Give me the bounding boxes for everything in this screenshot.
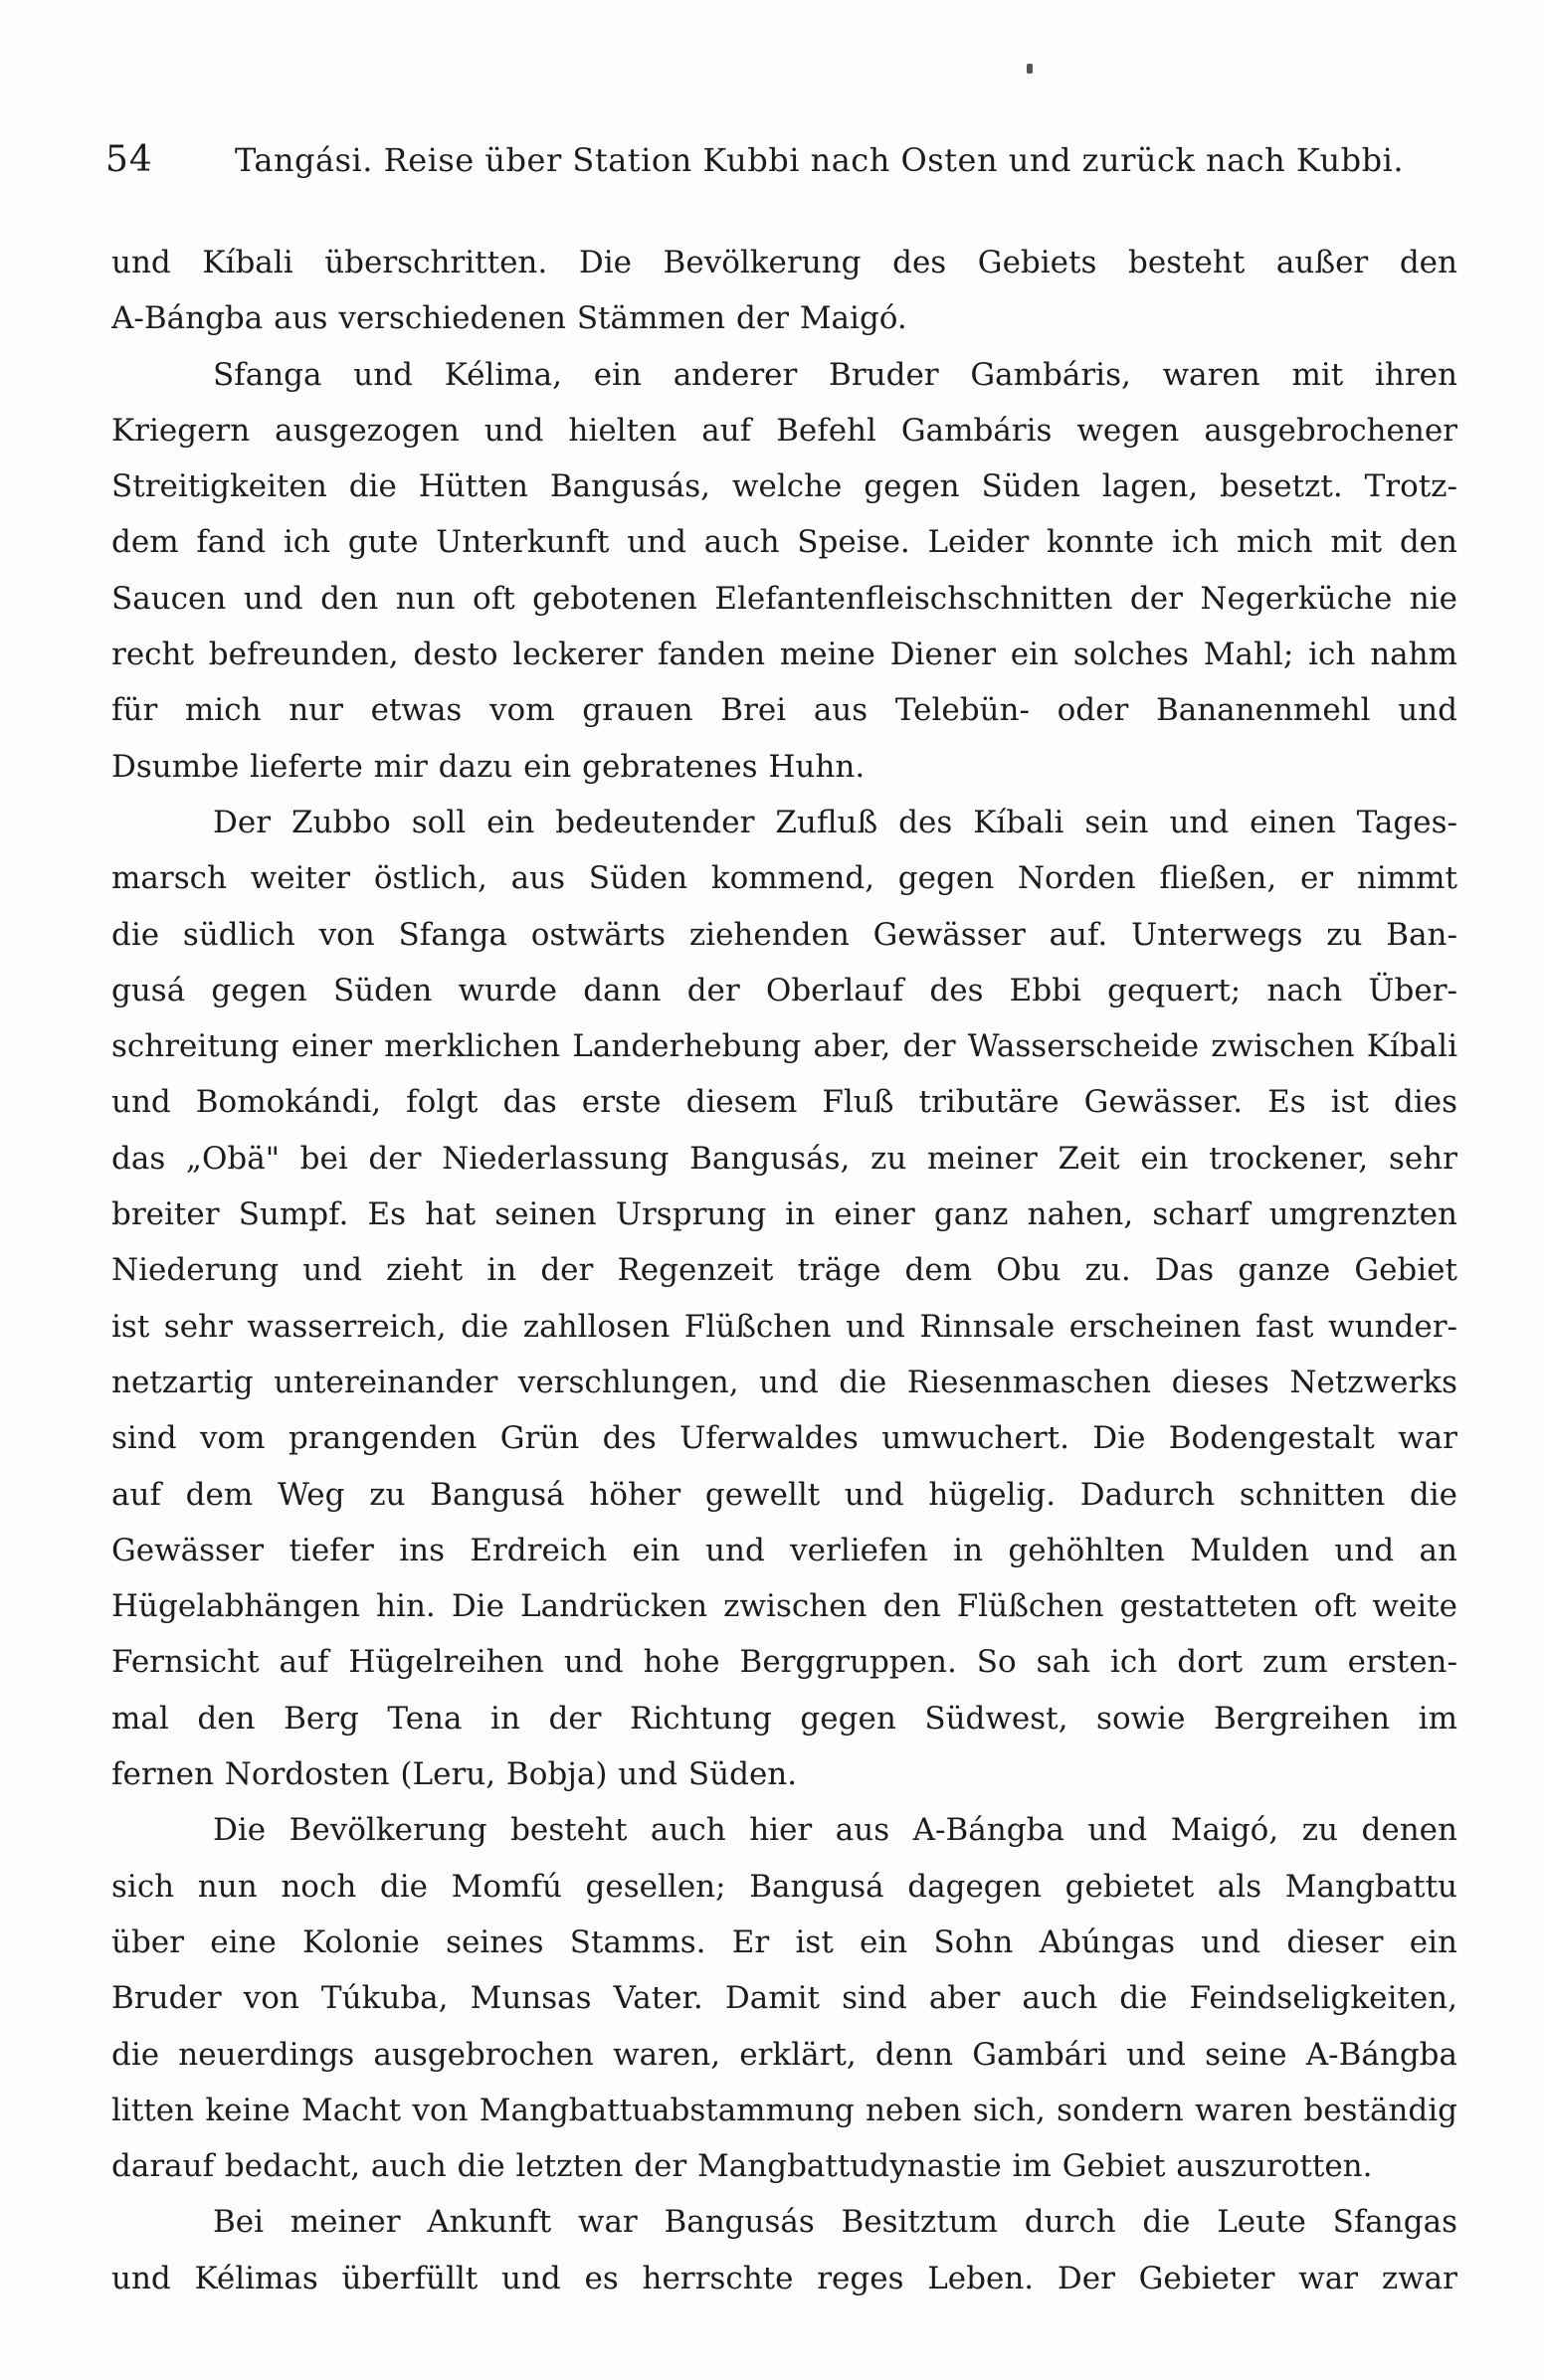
- text-line: Saucen und den nun oft gebotenen Elefantenfleischschnitten der Negerküche nie: [111, 580, 1457, 617]
- text-line: schreitung einer merklichen Landerhebung aber, der Wasserscheide zwischen Kíbali: [111, 1028, 1457, 1065]
- text-line: Bei meiner Ankunft war Bangusás Besitztum durch die Leute Sfangas: [213, 2204, 1457, 2241]
- text-line: mal den Berg Tena in der Richtung gegen Südwest, sowie Bergreihen im: [111, 1700, 1457, 1737]
- text-line: dem fand ich gute Unterkunft und auch Speise. Leider konnte ich mich mit den: [111, 524, 1457, 561]
- page-header: [105, 139, 1439, 199]
- text-line: marsch weiter östlich, aus Süden kommend, gegen Norden fließen, er nimmt: [111, 860, 1457, 897]
- text-line: Die Bevölkerung besteht auch hier aus A-Bángba und Maigó, zu denen: [213, 1812, 1457, 1849]
- text-line: Hügelabhängen hin. Die Landrücken zwischen den Flüßchen gestatteten oft weite: [111, 1588, 1457, 1625]
- paragraph: [111, 795, 1457, 1802]
- text-line: über eine Kolonie seines Stamms. Er ist ein Sohn Abúngas und dieser ein: [111, 1923, 1457, 1960]
- paragraph: [111, 1802, 1457, 2194]
- text-line: fernen Nordosten (Leru, Bobja) und Süden.: [111, 1756, 798, 1793]
- text-line: Kriegern ausgezogen und hielten auf Befehl Gambáris wegen ausgebrochener: [111, 412, 1457, 449]
- text-line: Streitigkeiten die Hütten Bangusás, welche gegen Süden lagen, besetzt. Trotz-: [111, 468, 1457, 505]
- text-line: und Bomokándi, folgt das erste diesem Fluß tributäre Gewässer. Es ist dies: [111, 1084, 1457, 1121]
- text-line: für mich nur etwas vom grauen Brei aus Telebün- oder Bananenmehl und: [111, 692, 1457, 729]
- paragraph: [111, 347, 1457, 795]
- text-line: Dsumbe lieferte mir dazu ein gebratenes Huhn.: [111, 748, 866, 785]
- text-line: auf dem Weg zu Bangusá höher gewellt und hügelig. Dadurch schnitten die: [111, 1476, 1457, 1513]
- text-line: darauf bedacht, auch die letzten der Mangbattudynastie im Gebiet auszurotten.: [111, 2148, 1373, 2185]
- running-title: Tangási. Reise über Station Kubbi nach Osten und zurück nach Kubbi.: [235, 141, 1405, 179]
- text-line: das „Obä" bei der Niederlassung Bangusás, zu meiner Zeit ein trockener, sehr: [111, 1140, 1457, 1177]
- text-line: Sfanga und Kélima, ein anderer Bruder Gambáris, waren mit ihren: [213, 356, 1457, 393]
- text-line: die neuerdings ausgebrochen waren, erklärt, denn Gambári und seine A-Bángba: [111, 2036, 1457, 2073]
- text-line: netzartig untereinander verschlungen, und die Riesenmaschen dieses Netzwerks: [111, 1364, 1457, 1400]
- text-line: sind vom prangenden Grün des Uferwaldes umwuchert. Die Bodengestalt war: [111, 1420, 1457, 1457]
- text-line: und Kíbali überschritten. Die Bevölkerung des Gebiets besteht außer den: [111, 245, 1457, 280]
- paragraph: [111, 235, 1457, 347]
- text-line: ist sehr wasserreich, die zahllosen Flüßchen und Rinnsale erscheinen fast wunder-: [111, 1308, 1457, 1345]
- text-line: Gewässer tiefer ins Erdreich ein und verliefen in gehöhlten Mulden und an: [111, 1532, 1457, 1568]
- text-line: Bruder von Túkuba, Munsas Vater. Damit sind aber auch die Feindseligkeiten,: [111, 1980, 1457, 2017]
- text-line: recht befreunden, desto leckerer fanden meine Diener ein solches Mahl; ich nahm: [111, 637, 1457, 673]
- text-line: und Kélimas überfüllt und es herrschte reges Leben. Der Gebieter war zwar: [111, 2260, 1457, 2296]
- text-line: gusá gegen Süden wurde dann der Oberlauf des Ebbi gequert; nach Über-: [111, 972, 1457, 1008]
- text-line: breiter Sumpf. Es hat seinen Ursprung in einer ganz nahen, scharf umgrenzten: [111, 1196, 1457, 1233]
- page-body: [111, 235, 1457, 2306]
- text-line: die südlich von Sfanga ostwärts ziehenden Gewässer auf. Unterwegs zu Ban-: [111, 916, 1457, 953]
- text-line: Niederung und zieht in der Regenzeit träge dem Obu zu. Das ganze Gebiet: [111, 1252, 1457, 1289]
- text-line: A-Bángba aus verschiedenen Stämmen der Maigó.: [111, 300, 907, 337]
- text-line: sich nun noch die Momfú gesellen; Bangusá dagegen gebietet als Mangbattu: [111, 1868, 1457, 1905]
- text-line: litten keine Macht von Mangbattuabstammung neben sich, sondern waren beständig: [111, 2092, 1457, 2128]
- text-line: Fernsicht auf Hügelreihen und hohe Berggruppen. So sah ich dort zum ersten-: [111, 1644, 1457, 1681]
- paragraph: [111, 2194, 1457, 2306]
- text-line: Der Zubbo soll ein bedeutender Zufluß des Kíbali sein und einen Tages-: [213, 804, 1457, 840]
- page-number: 54: [105, 139, 153, 180]
- ink-speck: [1027, 64, 1033, 74]
